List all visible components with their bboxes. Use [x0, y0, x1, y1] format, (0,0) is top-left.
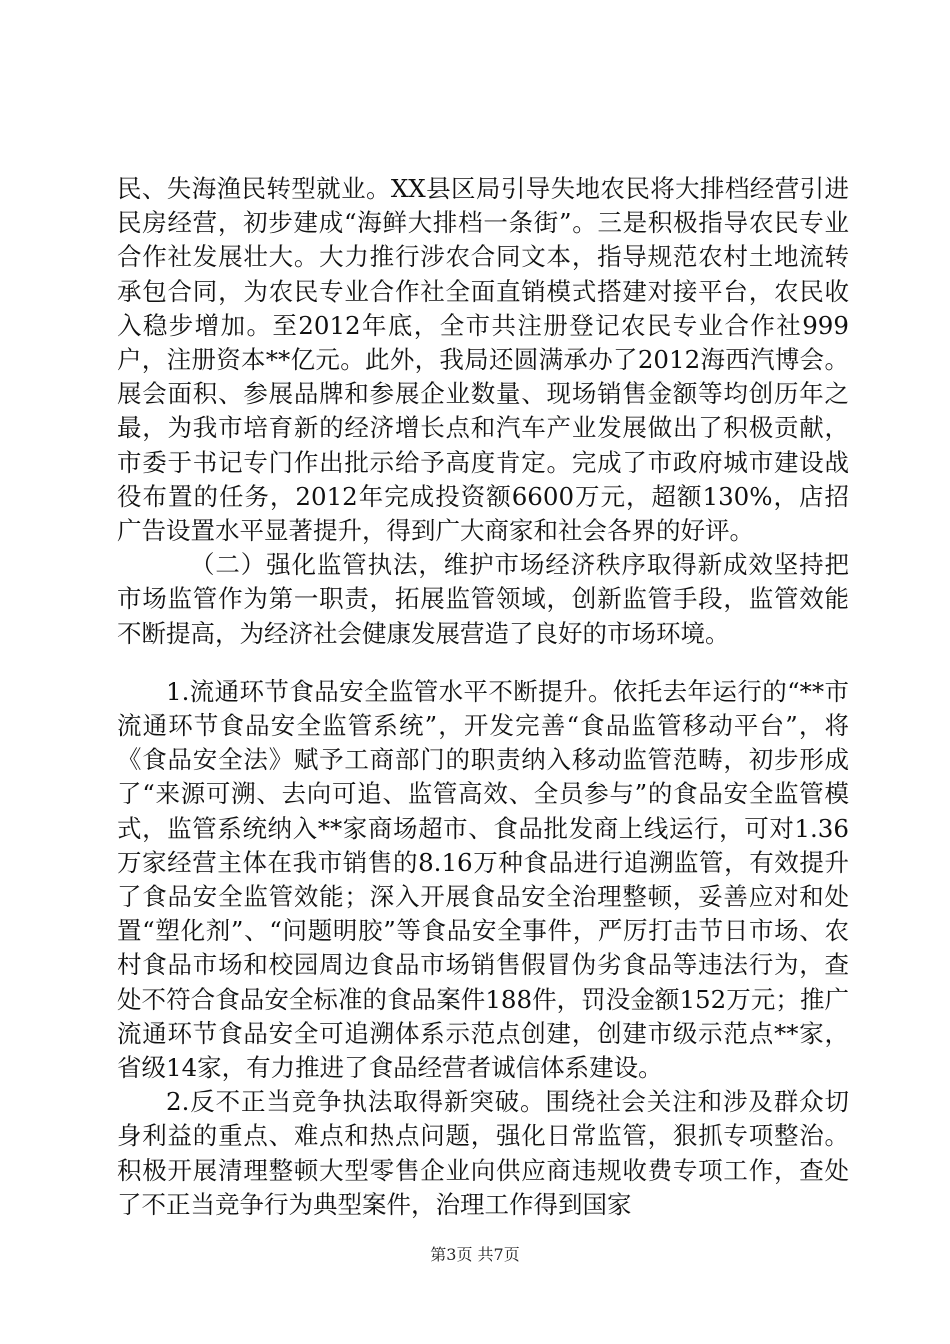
paragraph-continued: 民、失海渔民转型就业。XX县区局引导失地农民将大排档经营引进民房经营，初步建成“海鲜大排档一条街”。三是积极指导农民专业合作社发展壮大。大力推行涉农合同文本，指导规范农村土地流转承包合同，为农民专业合作社全面直销模式搭建对接平台，农民收入稳步增加。至2012年底，全市共注册登记农民专业合作社999户，注册资本**亿元。此外，我局还圆满承办了2012海西汽博会。展会面积、参展品牌和参展企业数量、现场销售金额等均创历年之最，为我市培育新的经济增长点和汽车产业发展做出了积极贡献，市委于书记专门作出批示给予高度肯定。完成了市政府城市建设战役布置的任务，2012年完成投资额6600万元，超额130%，店招广告设置水平显著提升，得到广大商家和社会各界的好评。 — [117, 174, 849, 546]
page-number-footer: 第3页 共7页 — [430, 1245, 520, 1264]
paragraph-item-one: 1.流通环节食品安全监管水平不断提升。依托去年运行的“**市流通环节食品安全监管系统”，开发完善“食品监管移动平台”，将《食品安全法》赋予工商部门的职责纳入移动监管范畴，初步形成了“来源可溯、去向可追、监管高效、全员参与”的食品安全监管模式，监管系统纳入**家商场超市、食品批发商上线运行，可对1.36万家经营主体在我市销售的8.16万种食品进行追溯监管，有效提升了食品安全监管效能；深入开展食品安全治理整顿，妥善应对和处置“塑化剂”、“问题明胶”等食品安全事件，严厉打击节日市场、农村食品市场和校园周边食品市场销售假冒伪劣食品等违法行为，查处不符合食品安全标准的食品案件188件，罚没金额152万元；推广流通环节食品安全可追溯体系示范点创建，创建市级示范点**家，省级14家，有力推进了食品经营者诚信体系建设。 — [117, 676, 849, 1083]
paragraph-section-two: （二）强化监管执法，维护市场经济秩序取得新成效坚持把市场监管作为第一职责，拓展监管领域，创新监管手段，监管效能不断提高，为经济社会健康发展营造了良好的市场环境。 — [117, 550, 849, 648]
paragraph-item-two: 2.反不正当竞争执法取得新突破。围绕社会关注和涉及群众切身利益的重点、难点和热点问题，强化日常监管，狠抓专项整治。积极开展清理整顿大型零售企业向供应商违规收费专项工作，查处了不正当竞争行为典型案件，治理工作得到国家 — [117, 1087, 849, 1219]
document-body — [117, 172, 849, 1222]
